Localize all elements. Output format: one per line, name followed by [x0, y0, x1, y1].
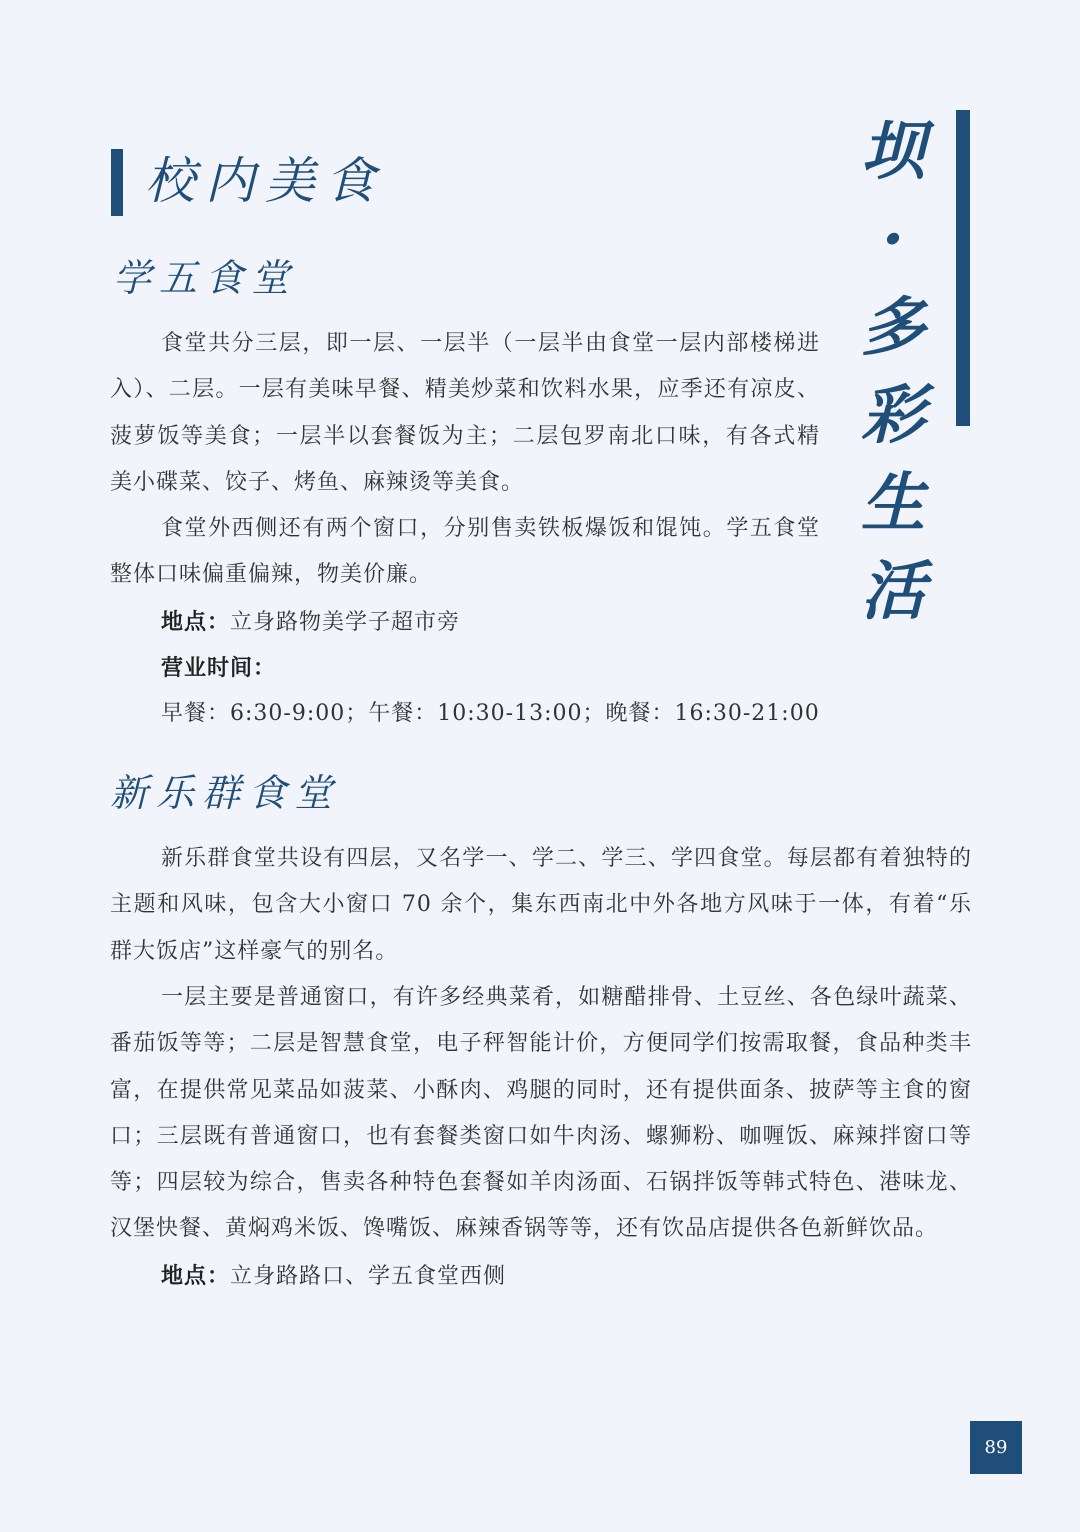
vertical-title-char: 坝: [861, 114, 925, 189]
vertical-title-char: 生: [861, 466, 925, 541]
hours-label: 营业时间：: [161, 655, 277, 681]
location-label: 地点：: [161, 1263, 231, 1289]
canteen1-hours-label: [161, 645, 276, 692]
canteen2-paragraph-2: 一层主要是普通窗口，有许多经典菜肴，如糖醋排骨、土豆丝、各色绿叶蔬菜、番茄饭等等；二层是智慧食堂，电子秤智能计价，方便同学们按需取餐，食品种类丰富，在提供常见菜品如菠菜、小酥肉、鸡腿的同时，还有提供面条、披萨等主食的窗口；三层既有普通窗口，也有套餐类窗口如牛肉汤、螺狮粉、咖喱饭、麻辣拌窗口等等；四层较为综合，售卖各种特色套餐如羊肉汤面、石锅拌饭等韩式特色、港味龙、汉堡快餐、黄焖鸡米饭、馋嘴饭、麻辣香锅等等，还有饮品店提供各色新鲜饮品。: [110, 985, 972, 1242]
canteen2-title: 新乐群食堂: [110, 771, 341, 815]
vertical-chapter-title: [858, 108, 928, 636]
vertical-title-bar: [956, 110, 970, 426]
vertical-title-char: 彩: [861, 378, 925, 453]
canteen1-location: [161, 599, 460, 646]
vertical-title-char: 活: [861, 554, 925, 629]
location-value: 立身路物美学子超市旁: [230, 610, 461, 635]
canteen2-paragraph-1: 新乐群食堂共设有四层，又名学一、学二、学三、学四食堂。每层都有着独特的主题和风味，包含大小窗口 70 余个，集东西南北中外各地方风味于一体，有着“乐群大饭店”这样豪气的别名。: [110, 846, 972, 964]
location-value: 立身路路口、学五食堂西侧: [230, 1264, 507, 1289]
location-label: 地点：: [161, 609, 231, 635]
vertical-title-char: 多: [861, 290, 925, 365]
vertical-title-char: ·: [881, 202, 905, 277]
canteen1-paragraph-2: 食堂外西侧还有两个窗口，分别售卖铁板爆饭和馄饨。学五食堂整体口味偏重偏辣，物美价廉。: [110, 516, 820, 588]
canteen1-hours-value: 早餐：6:30-9:00；午餐：10:30-13:00；晚餐：16:30-21:00: [161, 701, 820, 726]
page-number: 89: [970, 1421, 1022, 1474]
canteen1-title: 学五食堂: [113, 256, 298, 300]
section-title-bar: [111, 149, 123, 216]
canteen1-paragraph-1: 食堂共分三层，即一层、一层半（一层半由食堂一层内部楼梯进入）、二层。一层有美味早餐、精美炒菜和饮料水果，应季还有凉皮、菠萝饭等美食；一层半以套餐饭为主；二层包罗南北口味，有各式精美小碟菜、饺子、烤鱼、麻辣烫等美食。: [110, 331, 820, 495]
canteen2-location: [161, 1253, 506, 1300]
section-title: 校内美食: [145, 152, 385, 210]
